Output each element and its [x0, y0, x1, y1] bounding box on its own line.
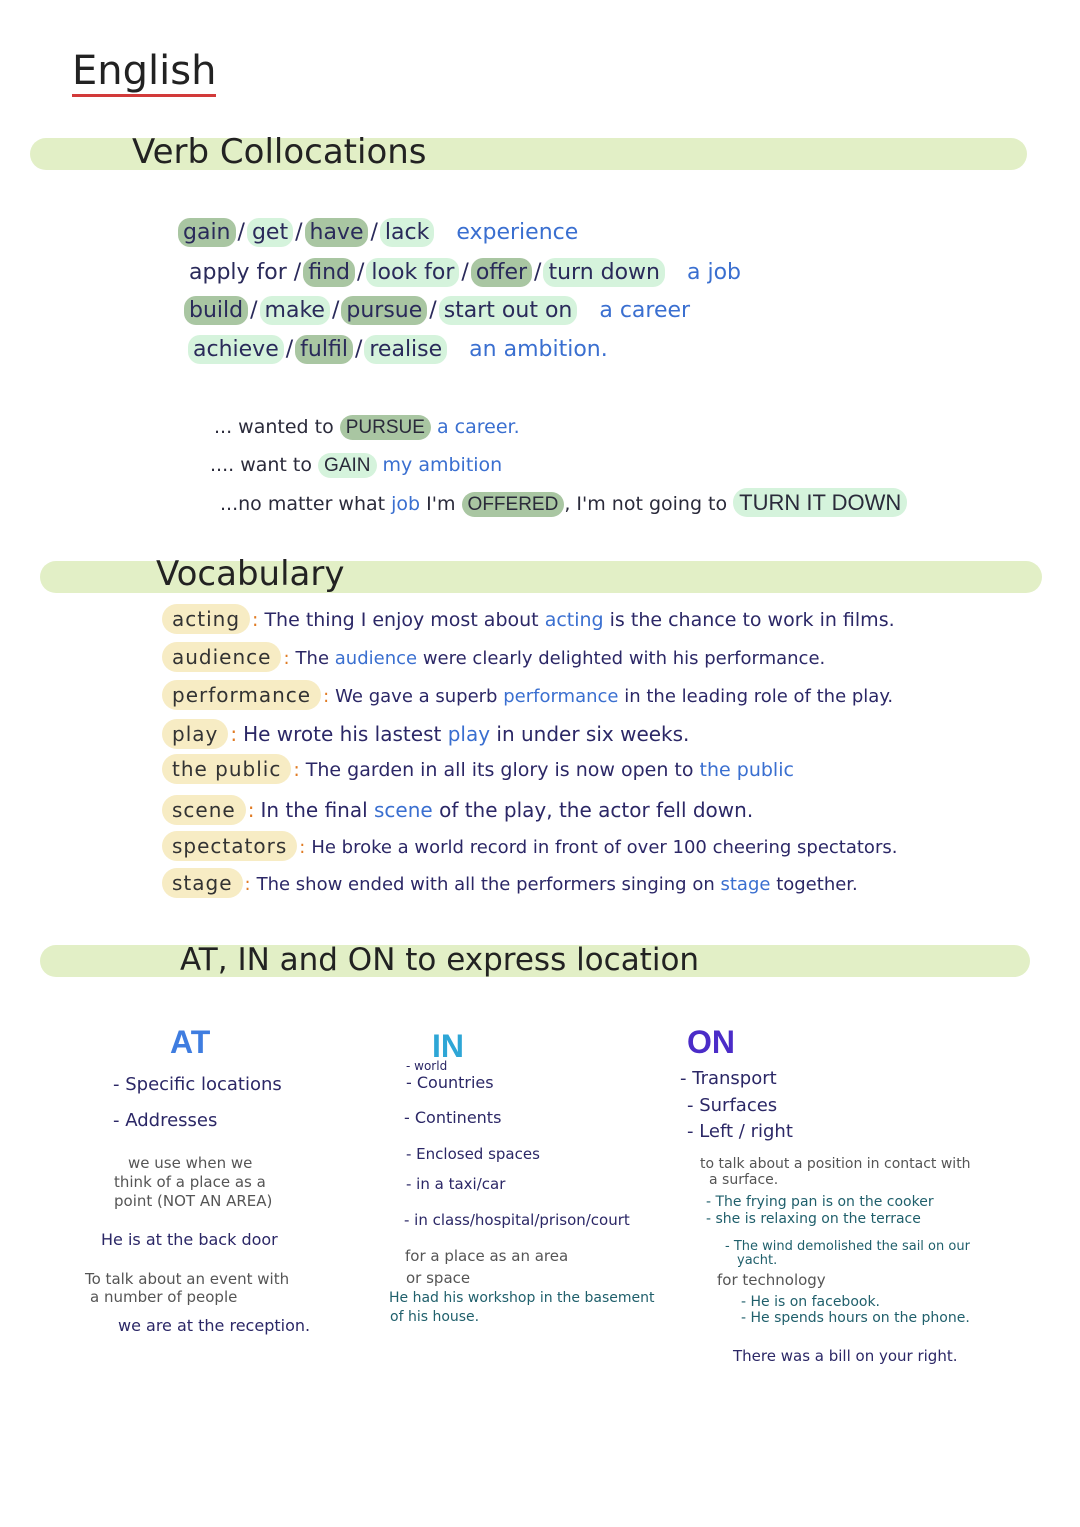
vocabulary-sentence-before: He wrote his lastest [243, 722, 442, 746]
example-verb: OFFERED [462, 492, 565, 517]
separator: / [285, 337, 294, 362]
on-example: There was a bill on your right. [733, 1347, 958, 1365]
vocabulary-sentence-after: were clearly delighted with his performance. [422, 648, 826, 669]
in-note: or space [406, 1269, 471, 1287]
at-note: a number of people [90, 1288, 238, 1306]
collocation-verb: apply for [189, 260, 287, 285]
vocabulary-item [162, 680, 893, 710]
collocation-verb: find [303, 258, 355, 287]
example-job: job [391, 493, 421, 515]
example-verb: GAIN [318, 453, 376, 478]
on-heading: ON [687, 1024, 735, 1060]
in-use: - in class/hospital/prison/court [404, 1211, 630, 1229]
collocation-verb: get [247, 218, 293, 247]
collocation-verb: pursue [341, 296, 427, 325]
vocabulary-term: play [162, 719, 228, 749]
example-line-2 [210, 454, 502, 477]
vocabulary-item [162, 795, 753, 825]
section-heading-verb-collocations: Verb Collocations [132, 132, 427, 172]
vocabulary-term: spectators [162, 831, 297, 861]
example-verb-2: TURN IT DOWN [733, 488, 907, 517]
separator: / [534, 260, 542, 285]
colon: : [252, 609, 259, 631]
example-post: , I'm not going to [564, 493, 728, 515]
vocabulary-keyword: the public [699, 759, 794, 781]
example-post: my ambition [382, 454, 503, 476]
vocabulary-term: acting [162, 604, 250, 634]
vocabulary-sentence-before: He broke a world record in front of over 100 cheering spectators. [311, 837, 898, 858]
colon: : [247, 798, 255, 822]
separator: / [295, 220, 303, 245]
example-pre: .... want to [210, 454, 312, 476]
collocation-verb: offer [471, 258, 532, 287]
collocation-verb: build [184, 296, 248, 325]
vocabulary-sentence-before: The show ended with all the performers singing on [256, 874, 715, 895]
collocation-verb: achieve [188, 335, 284, 364]
on-use: - Transport [680, 1068, 777, 1089]
colon: : [244, 874, 251, 895]
example-line-1 [214, 416, 520, 439]
on-note: for technology [717, 1271, 826, 1289]
separator: / [461, 260, 469, 285]
colon: : [230, 722, 238, 746]
in-use: - Enclosed spaces [406, 1145, 540, 1163]
vocabulary-sentence-after: together. [776, 874, 858, 895]
separator: / [237, 220, 245, 245]
on-example: - she is relaxing on the terrace [706, 1211, 921, 1227]
vocabulary-term: performance [162, 680, 321, 710]
vocabulary-sentence-before: In the final [260, 798, 368, 822]
vocabulary-sentence-after: is the chance to work in films. [609, 609, 895, 631]
collocation-object: a career [599, 298, 691, 323]
vocabulary-sentence-after: in under six weeks. [496, 722, 690, 746]
vocabulary-sentence-before: The thing I enjoy most about [264, 609, 539, 631]
vocabulary-keyword: performance [503, 686, 619, 707]
collocation-line [184, 258, 741, 287]
vocabulary-item [162, 868, 858, 898]
collocation-verb: look for [366, 258, 459, 287]
vocabulary-term: the public [162, 754, 291, 784]
collocation-line [184, 296, 690, 325]
vocabulary-item [162, 604, 895, 634]
collocation-verb: gain [178, 218, 236, 247]
collocation-object: a job [687, 260, 742, 285]
at-note: To talk about an event with [85, 1270, 290, 1288]
example-pre: ...no matter what [220, 493, 386, 515]
vocabulary-term: scene [162, 795, 246, 825]
in-example: of his house. [390, 1309, 480, 1325]
colon: : [293, 759, 300, 781]
collocation-verb: realise [364, 335, 447, 364]
on-note: a surface. [709, 1172, 779, 1188]
separator: / [370, 220, 378, 245]
at-example: He is at the back door [101, 1230, 278, 1249]
in-use: - world [406, 1059, 448, 1073]
on-example: - The frying pan is on the cooker [706, 1194, 934, 1210]
vocabulary-keyword: stage [720, 874, 771, 895]
collocation-verb: make [260, 296, 330, 325]
colon: : [323, 686, 330, 707]
section-heading-vocabulary: Vocabulary [156, 554, 345, 594]
at-note: point (NOT AN AREA) [114, 1192, 273, 1210]
example-post: a career. [436, 416, 520, 438]
section-heading-prepositions: AT, IN and ON to express location [180, 942, 700, 978]
colon: : [283, 648, 290, 669]
example-mid: I'm [426, 493, 456, 515]
vocabulary-item [162, 719, 689, 749]
at-note: we use when we [128, 1154, 253, 1172]
vocabulary-sentence-after: in the leading role of the play. [624, 686, 894, 707]
vocabulary-keyword: play [447, 722, 491, 746]
on-use: - Left / right [687, 1121, 793, 1142]
collocation-object: experience [456, 220, 579, 245]
on-use: - Surfaces [687, 1095, 778, 1116]
in-use: - Countries [406, 1073, 494, 1092]
separator: / [293, 260, 302, 285]
separator: / [250, 298, 258, 323]
at-use: - Addresses [113, 1110, 218, 1131]
colon: : [299, 837, 306, 858]
collocation-verb: lack [380, 218, 434, 247]
in-heading: IN [432, 1028, 464, 1064]
example-line-3 [220, 490, 907, 516]
in-example: He had his workshop in the basement [389, 1290, 655, 1306]
on-example: - He is on facebook. [741, 1294, 881, 1310]
collocation-line [178, 218, 578, 247]
separator: / [429, 298, 437, 323]
example-pre: ... wanted to [214, 416, 334, 438]
vocabulary-sentence-before: The [295, 648, 330, 669]
vocabulary-sentence-before: The garden in all its glory is now open to [305, 759, 694, 781]
vocabulary-term: audience [162, 642, 281, 672]
vocabulary-item [162, 831, 897, 861]
in-note: for a place as an area [405, 1247, 569, 1265]
at-example: we are at the reception. [118, 1316, 311, 1335]
at-note: think of a place as a [114, 1173, 266, 1191]
at-heading: AT [170, 1024, 211, 1060]
separator: / [356, 260, 365, 285]
vocabulary-item [162, 754, 794, 784]
vocabulary-keyword: audience [334, 648, 418, 669]
collocation-object: an ambition. [469, 337, 608, 362]
vocabulary-keyword: scene [374, 798, 433, 822]
example-verb: PURSUE [340, 415, 431, 440]
on-example: - He spends hours on the phone. [741, 1310, 970, 1326]
on-note: to talk about a position in contact with [700, 1156, 971, 1172]
separator: / [331, 298, 340, 323]
in-use: - in a taxi/car [406, 1175, 506, 1193]
collocation-verb: have [305, 218, 369, 247]
at-use: - Specific locations [113, 1074, 282, 1095]
separator: / [354, 337, 363, 362]
vocabulary-sentence-after: of the play, the actor fell down. [439, 798, 754, 822]
collocation-line [188, 335, 608, 364]
on-example: yacht. [737, 1253, 778, 1268]
vocabulary-sentence-before: We gave a superb [335, 686, 498, 707]
in-use: - Continents [404, 1108, 502, 1127]
page-title: English [72, 48, 216, 97]
vocabulary-item [162, 642, 825, 672]
collocation-verb: turn down [543, 258, 665, 287]
vocabulary-keyword: acting [544, 609, 604, 631]
on-example: - The wind demolished the sail on our [725, 1239, 970, 1254]
collocation-verb: fulfil [295, 335, 353, 364]
vocabulary-term: stage [162, 868, 243, 898]
collocation-verb: start out on [439, 296, 578, 325]
